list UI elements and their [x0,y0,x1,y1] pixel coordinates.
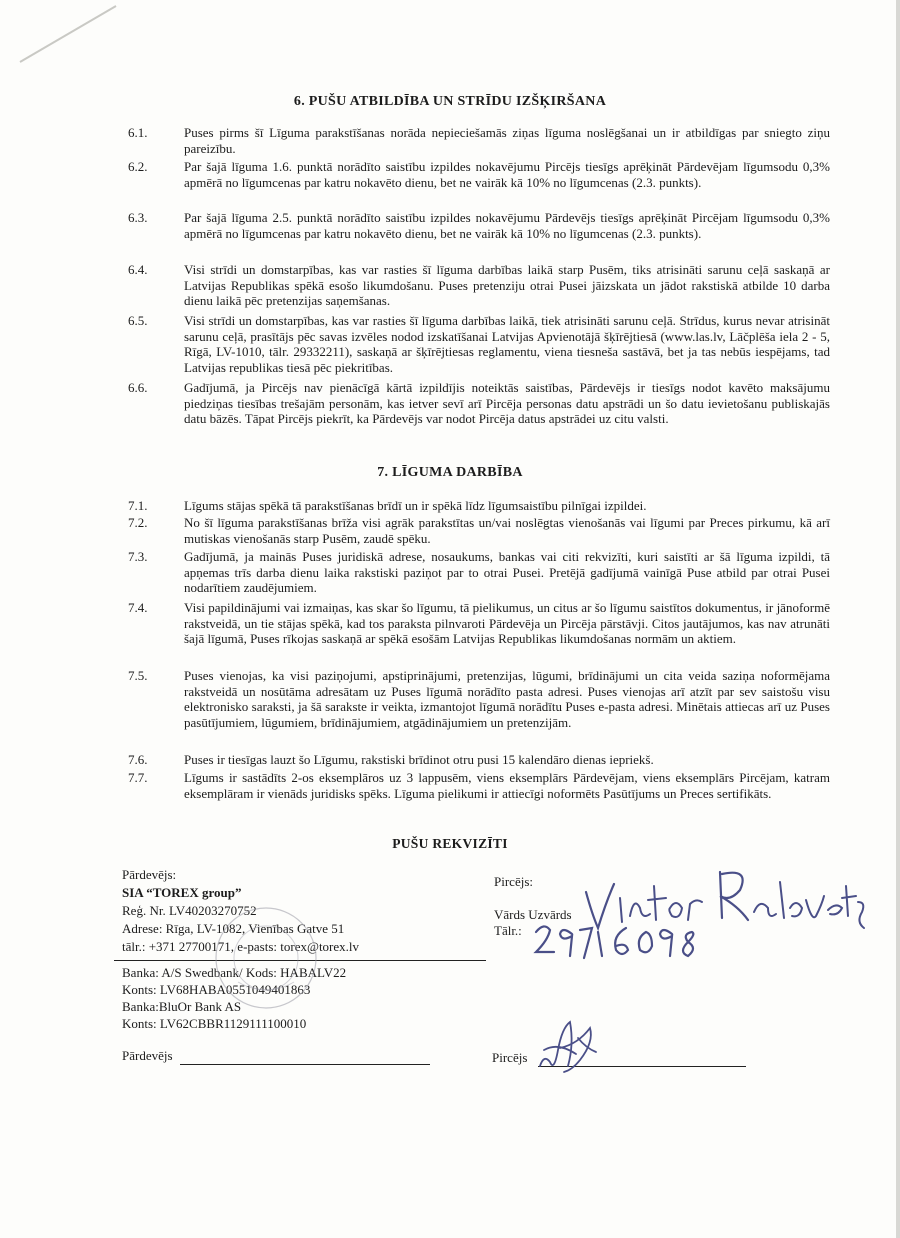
clause-number: 7.1. [128,498,148,513]
clause-6-4 [128,262,830,309]
clause-number: 7.2. [128,515,148,530]
seller-contact: tālr.: +371 27700171, e-pasts: torex@torex.lv [122,939,360,954]
clause-7-3 [128,549,830,596]
seller-reg-number: Reģ. Nr. LV40203270752 [122,903,257,918]
seller-account-2: Konts: LV62CBBR1129111100010 [122,1016,307,1031]
clause-text: Visi strīdi un domstarpības, kas var rasties šī līguma darbības laikā, tiek atrisināti sarunu ceļā. Strīdus, kurus nevar atrisināt sarunu ceļā, prasītājs pēc savas izvēles nodod izskatīšanai Latvijas Apvienotājā šķīrējtiesā (www.las.lv, Lāčplēša iela 2 - 5, Rīgā, LV-1010, tālr. 29332211), saskaņā ar šķīrējtiesas reglamentu, viena tiesneša sastāvā, bet ja tas nebūs iespējams, tad Latvijas republikas tiesā pēc piekritības. [184,313,830,375]
buyer-label: Pircējs: [494,874,533,889]
seller-signature-label: Pārdevējs [122,1048,173,1063]
clause-number: 7.3. [128,549,148,564]
seller-label: Pārdevējs: [122,867,177,882]
clause-number: 6.1. [128,125,148,140]
clause-text: Puses pirms šī Līguma parakstīšanas norāda nepieciešamās ziņas līguma noslēgšanai un ir atbildīgas par sniegto ziņu pareizību. [184,125,830,156]
seller-divider [114,960,486,961]
handwritten-phone [532,918,722,964]
page-corner-fold [0,0,140,90]
clause-text: Par šajā līguma 1.6. punktā norādīto saistību izpildes nokavējumu Pircējs tiesīgs aprēķināt Pārdevējam līgumsodu 0,3% apmērā no līgumcenas par katru nokavēto dienu, bet ne vairāk kā 10% no līgumcenas (2.3. punkts). [184,159,830,190]
clause-7-1 [128,498,830,514]
seller-bank-1: Banka: A/S Swedbank/ Kods: HABALV22 [122,965,347,980]
seller-address: Adrese: Rīga, LV-1082, Vienības Gatve 51 [122,921,345,936]
clause-number: 6.2. [128,159,148,174]
clause-text: Puses vienojas, ka visi paziņojumi, apstiprinājumi, pretenzijas, lūgumi, brīdinājumi un cita veida saziņa noformējama rakstveidā un nosūtāma adresātam uz Puses līgumā norādīto pasta adresi. Puses vienojas arī atzīt par sev saistošu visu elektronisko saraksti, ja šā sarakste ir veikta, izmantojot līgumā norādītu Puses e-pasta adresi. Minētais attiecas arī uz Puses pasūtījumiem, lūgumiem, brīdinājumiem, atgādinājumiem un pretenzijām. [184,668,830,730]
buyer-name-label: Vārds Uzvārds [494,907,572,922]
clause-6-1 [128,125,830,156]
clause-6-2 [128,159,830,190]
section-7-heading: 7. LĪGUMA DARBĪBA [377,465,523,480]
clause-number: 6.5. [128,313,148,328]
clause-text: No šī līguma parakstīšanas brīža visi agrāk parakstītas un/vai noslēgtas vienošanās vai līgumi par Preces pirkumu, kā arī mutiskas vienošanās starp Pusēm, zaudē spēku. [184,515,830,546]
clause-number: 7.4. [128,600,148,615]
seller-signature-line [180,1064,430,1065]
clause-number: 6.3. [128,210,148,225]
clause-7-6 [128,752,830,768]
seller-account-1: Konts: LV68HABA0551049401863 [122,982,311,997]
clause-text: Visi papildinājumi vai izmaiņas, kas skar šo līgumu, tā pielikumus, un citus ar šo līgumu saistītos dokumentus, ir jānoformē rakstveidā, un tie stājas spēkā, kad tos paraksta pilnvaroti Pārdevēja un Pircēja pārstāvji. Citos jautājumos, kas nav atrunāti šajā līgumā, Puses rīkojas saskaņā ar spēkā esošām Latvijas Republikas likumdošanas normām un aktiem. [184,600,830,646]
buyer-signature-label: Pircējs [492,1050,528,1065]
seller-company: SIA “TOREX group” [122,885,242,900]
clause-text: Visi strīdi un domstarpības, kas var rasties šī līguma darbības laikā starp Pusēm, tiks atrisināti sarunu ceļā saskaņā ar Latvijas Republikas spēkā esošo likumdošanu. Puses pretenziju otrai Pusei jāizskata un jādot rakstiskā atbilde 10 darba dienu laikā pēc pretenzijas saņemšanas. [184,262,830,308]
buyer-signature-line [538,1066,746,1067]
clause-text: Gadījumā, ja Pircējs nav pienācīgā kārtā izpildījis noteiktās saistības, Pārdevējs ir tiesīgs nodot kavēto maksājumu piedziņas tiesības trešajām personām, kas ietver sevī arī Pircēja personas datu apstrādi un šo datu ievietošanu publiskajās datu bāzēs. Tāpat Pircējs piekrīt, ka Pārdevējs var nodot Pircēja datus apstrādei uz citu valsti. [184,380,830,426]
page-edge-shadow [896,0,900,1238]
clause-number: 6.4. [128,262,148,277]
clause-6-6 [128,380,830,427]
clause-text: Par šajā līguma 2.5. punktā norādīto saistību izpildes nokavējumu Pārdevējs tiesīgs aprēķināt Pircējam līgumsodu 0,3% apmērā no līgumcenas par katru nokavēto dienu, bet ne vairāk kā 10% no līgumcenas (2.3. punkts). [184,210,830,241]
clause-6-3 [128,210,830,241]
seller-bank-2: Banka:BluOr Bank AS [122,999,242,1014]
clause-text: Puses ir tiesīgas lauzt šo Līgumu, rakstiski brīdinot otru pusi 15 kalendāro dienas iepriekš. [184,752,654,767]
clause-text: Gadījumā, ja mainās Puses juridiskā adrese, nosaukums, bankas vai citi rekvizīti, kuri saistīti ar šā līguma izpildi, tā apņemas trīs darba dienu laika rakstiski paziņot par to otrai Pusei. Pretējā gadījumā vainīgā Puse atbild par otrai Pusei nodarītiem zaudējumiem. [184,549,830,595]
clause-7-2 [128,515,830,546]
clause-text: Līgums stājas spēkā tā parakstīšanas brīdī un ir spēkā līdz līgumsaistību pilnīgai izpildei. [184,498,647,513]
clause-text: Līgums ir sastādīts 2-os eksemplāros uz 3 lappusēm, viens eksemplārs Pārdevējam, viens eksemplārs Pircējam, katram eksemplāram ir vienāds juridisks spēks. Līguma pielikumi ir attiecīgi noformēts Pasūtījums un Preces sertifikāts. [184,770,830,801]
clause-6-5 [128,313,830,375]
requisites-heading: PUŠU REKVIZĪTI [392,836,508,851]
clause-number: 7.7. [128,770,148,785]
section-6-heading: 6. PUŠU ATBILDĪBA UN STRĪDU IZŠĶIRŠANA [293,94,607,109]
clause-number: 6.6. [128,380,148,395]
buyer-phone-label: Tālr.: [494,923,522,938]
handwritten-name [580,862,870,932]
clause-7-4 [128,600,830,647]
clause-number: 7.5. [128,668,148,683]
clause-7-7 [128,770,830,801]
clause-number: 7.6. [128,752,148,767]
clause-7-5 [128,668,830,730]
